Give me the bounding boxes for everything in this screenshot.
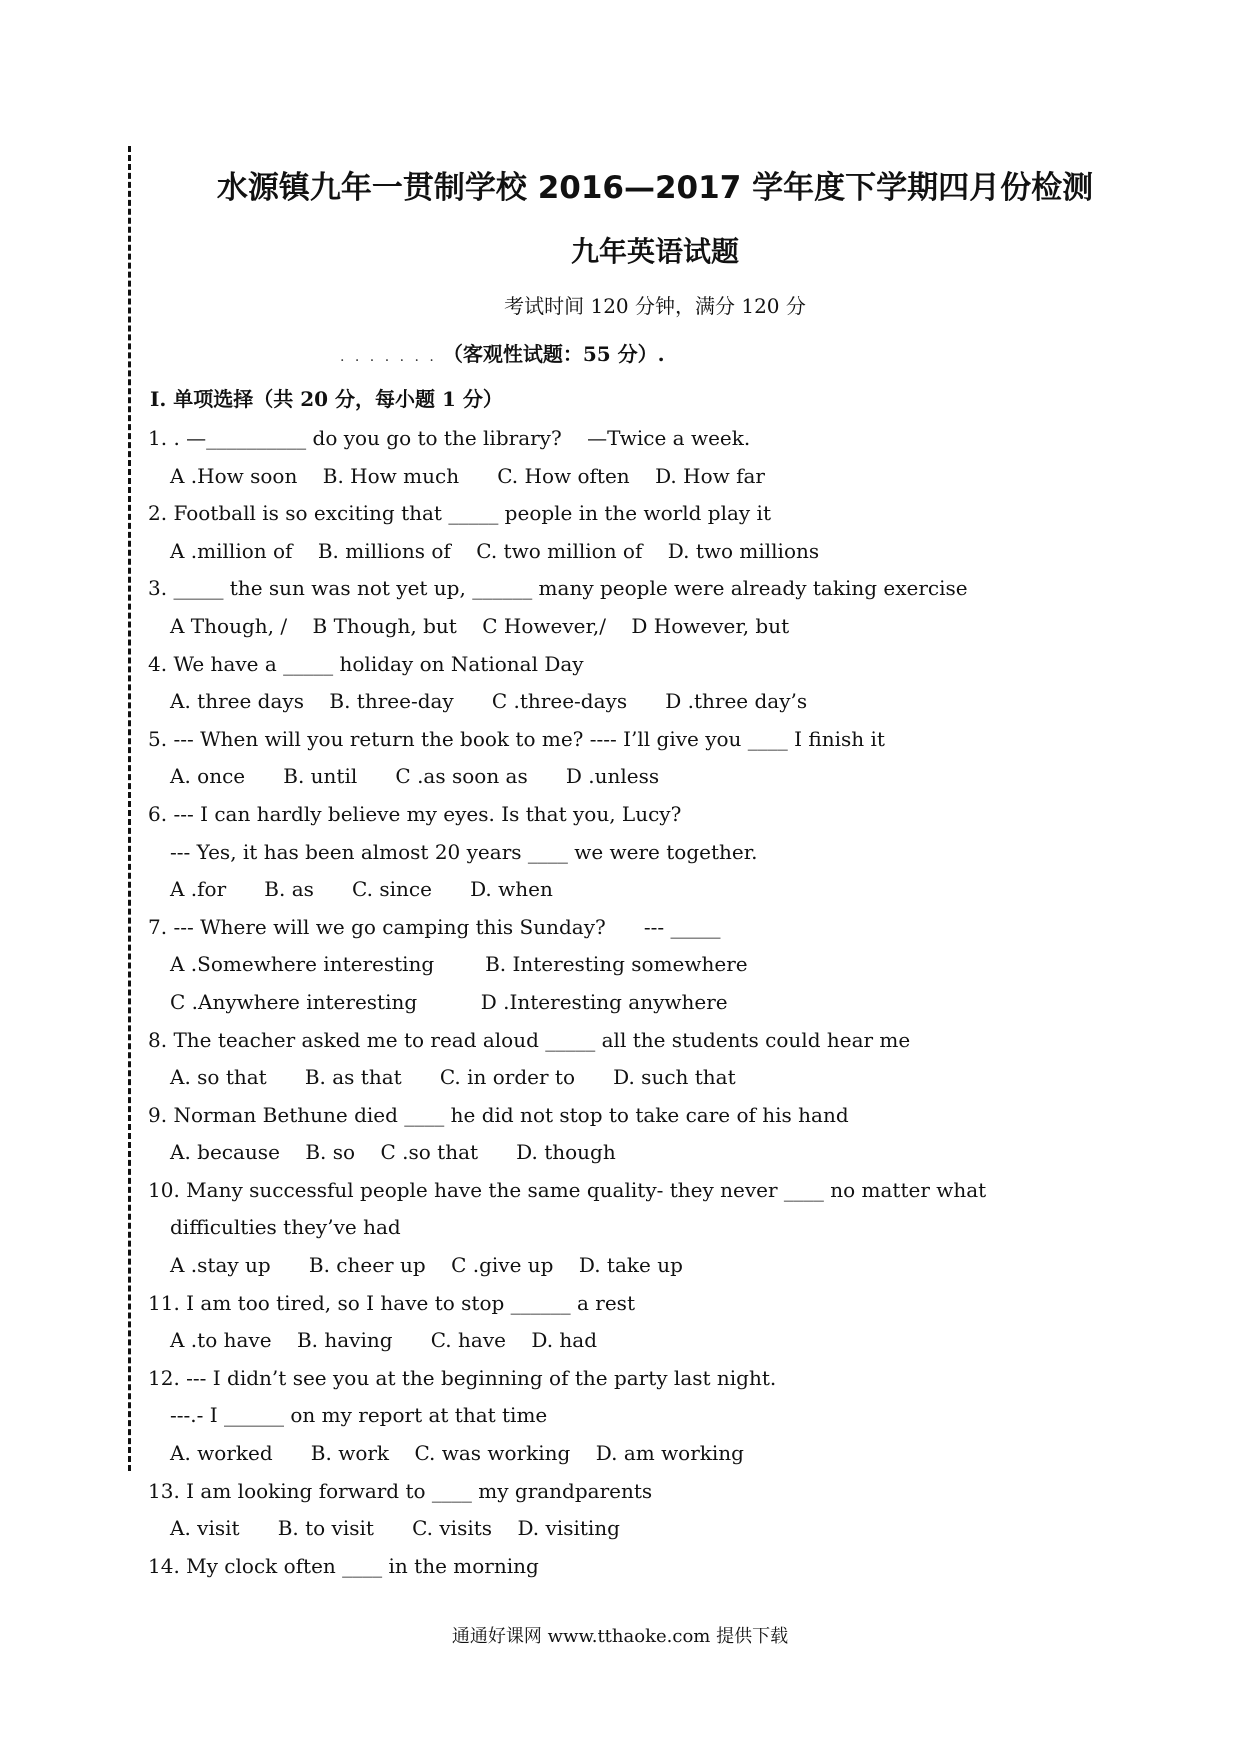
question-option-line: A. once B. until C .as soon as D .unless: [170, 764, 660, 789]
leader-dots: . . . . . . .: [340, 349, 437, 365]
question-option-line: C .Anywhere interesting D .Interesting anywhere: [170, 989, 728, 1014]
question-option-line: ---.- I ______ on my report at that time: [170, 1403, 548, 1428]
question-option-line: A .million of B. millions of C. two million of D. two millions: [170, 538, 820, 563]
question-stem-line: 12. --- I didn’t see you at the beginning of the party last night.: [148, 1365, 777, 1390]
question-option-line: A. because B. so C .so that D. though: [170, 1140, 616, 1165]
question-option-line: --- Yes, it has been almost 20 years ____ we were together.: [170, 839, 758, 864]
question-option-line: A .to have B. having C. have D. had: [170, 1328, 598, 1353]
question-stem-line: 2. Football is so exciting that _____ people in the world play it: [148, 501, 771, 526]
question-option-line: A. three days B. three-day C .three-days D .three day’s: [170, 689, 808, 714]
question-option-line: A. so that B. as that C. in order to D. such that: [170, 1065, 736, 1090]
exam-time-info: 考试时间 120 分钟，满分 120 分: [504, 294, 806, 318]
question-list: [148, 420, 1108, 1585]
question-option-line: A Though, / B Though, but C However,/ D However, but: [170, 613, 790, 638]
exam-subtitle: 九年英语试题: [570, 235, 739, 268]
question-stem-line: 14. My clock often ____ in the morning: [148, 1553, 539, 1578]
question-stem-line: 10. Many successful people have the same quality- they never ____ no matter what: [148, 1177, 987, 1202]
question-stem-line: 9. Norman Bethune died ____ he did not stop to take care of his hand: [148, 1102, 849, 1127]
objective-label-text: （客观性试题：55 分）.: [442, 342, 665, 366]
question-stem-line: 11. I am too tired, so I have to stop ______ a rest: [148, 1290, 635, 1315]
question-stem-line: 8. The teacher asked me to read aloud _____ all the students could hear me: [148, 1027, 911, 1052]
exam-title: 水源镇九年一贯制学校 2016—2017 学年度下学期四月份检测: [216, 170, 1094, 206]
question-stem-line: 7. --- Where will we go camping this Sunday? --- _____: [148, 914, 721, 939]
objective-section-label: [340, 338, 665, 367]
question-stem-line: 3. _____ the sun was not yet up, ______ many people were already taking exercise: [148, 576, 968, 601]
question-option-line: A. visit B. to visit C. visits D. visiting: [170, 1516, 620, 1541]
question-stem-line: 6. --- I can hardly believe my eyes. Is that you, Lucy?: [148, 801, 682, 826]
question-stem-line: 4. We have a _____ holiday on National Day: [148, 651, 584, 676]
question-option-line: A .for B. as C. since D. when: [170, 877, 553, 902]
question-option-line: difficulties they’ve had: [170, 1215, 401, 1240]
question-option-line: A. worked B. work C. was working D. am working: [170, 1441, 744, 1466]
question-option-line: A .stay up B. cheer up C .give up D. take up: [170, 1253, 683, 1278]
question-option-line: A .Somewhere interesting B. Interesting somewhere: [170, 952, 748, 977]
question-stem-line: 1. . —__________ do you go to the library? —Twice a week.: [148, 426, 751, 450]
question-stem-line: 13. I am looking forward to ____ my grandparents: [148, 1478, 653, 1503]
question-stem-line: 5. --- When will you return the book to me? ---- I’ll give you ____ I finish it: [148, 726, 885, 751]
binding-dashed-line: [128, 146, 131, 1471]
footer-source: 通通好课网 www.tthaoke.com 提供下载: [451, 1626, 789, 1647]
section-heading: Ⅰ. 单项选择（共 20 分，每小题 1 分）: [150, 387, 503, 411]
question-option-line: A .How soon B. How much C. How often D. How far: [170, 463, 765, 488]
